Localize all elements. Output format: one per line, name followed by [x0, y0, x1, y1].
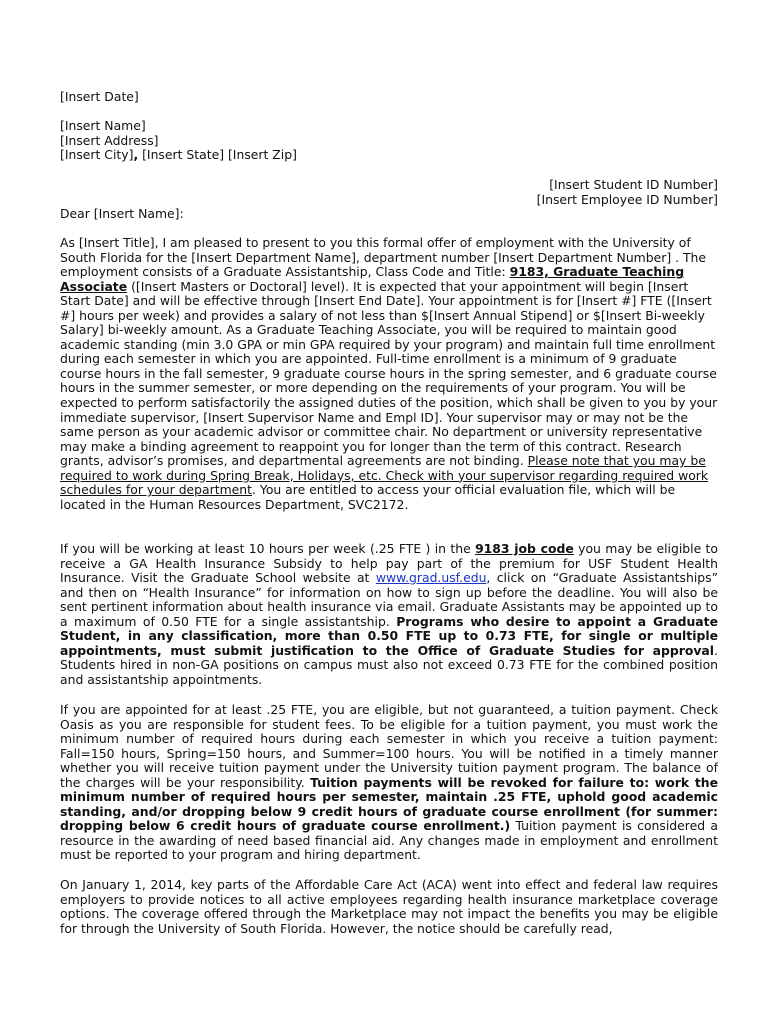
- aca-paragraph: [60, 878, 718, 936]
- grad-school-link[interactable]: www.grad.usf.edu: [375, 570, 487, 586]
- tuition-revocation-rules: Tuition payments will be revoked for failure to: work the minimum number of required hours per semester, maintain .25 FTE, uphold good academic standing, and/or dropping below 9 credit hours of graduate course enrollment (for summer: dropping below 6 credit hours of graduate course enrollment.): [60, 774, 718, 834]
- salutation: Dear [Insert Name]:: [60, 206, 184, 221]
- health-text-3: , click on “Graduate Assistantships” and then on “Health Insurance” for information on how to sign up before the deadline. You will also be sent pertinent information about health insurance via email. Graduate Assistants may be appointed up to a maximum of 0.50 FTE for a single assistantship.: [60, 570, 718, 629]
- offer-text-3: . You are entitled to access your official evaluation file, which will be located in the Human Resources Department, SVC2172.: [60, 482, 676, 512]
- recipient-name: [Insert Name]: [60, 118, 146, 133]
- letter-date: [Insert Date]: [60, 89, 139, 104]
- health-text-1: If you will be working at least 10 hours per week (.25 FTE ) in the: [60, 541, 476, 556]
- fte-justification-requirement: Programs who desire to appoint a Graduate Student, in any classification, more than 0.50 FTE up to 0.73 FTE, for single or multiple appointments, must submit justification to the Office of Graduate Studies for approval: [60, 613, 718, 658]
- tuition-text-2: Tuition payment is considered a resource in the awarding of need based financial aid. Any changes made in employment and enrollment must be reported to your program and hiring department.: [60, 818, 718, 863]
- recipient-state-zip: [Insert State] [Insert Zip]: [138, 147, 297, 163]
- aca-text: On January 1, 2014, key parts of the Affordable Care Act (ACA) went into effect and federal law requires employers to provide notices to all active employees regarding health insurance marketplace coverage options. The coverage offered through the Marketplace may not impact the benefits you may be eligible for through the University of South Florida. However, the notice should be carefully read,: [60, 877, 718, 936]
- city-comma: ,: [133, 147, 139, 163]
- offer-paragraph: [60, 236, 718, 512]
- offer-text-1: As [Insert Title], I am pleased to present to you this formal offer of employment with the University of South Florida for the [Insert Department Name], department number [Insert Department Number] . The employment consists of a Graduate Assistantship, Class Code and Title:: [60, 235, 707, 280]
- job-code: 9183 job code: [475, 541, 574, 556]
- tuition-paragraph: [60, 703, 718, 863]
- class-code-title: 9183, Graduate Teaching Associate: [60, 264, 685, 294]
- id-numbers-block: [60, 178, 718, 207]
- employee-id-number: [Insert Employee ID Number]: [536, 191, 718, 207]
- health-text-2: you may be eligible to receive a GA Health Insurance Subsidy to help pay part of the premium for USF Student Health Insurance. Visit the Graduate School website at: [60, 541, 718, 586]
- recipient-city-state-zip: [60, 148, 718, 163]
- recipient-city: [Insert City]: [60, 147, 134, 163]
- student-id-number: [Insert Student ID Number]: [549, 177, 718, 192]
- recipient-address: [Insert Address]: [60, 132, 159, 148]
- health-text-4: . Students hired in non-GA positions on campus must also not exceed 0.73 FTE for the combined position and assistantship appointments.: [60, 642, 718, 687]
- tuition-text-1: If you are appointed for at least .25 FTE, you are eligible, but not guaranteed, a tuition payment. Check Oasis as you are responsible for student fees. To be eligible for a tuition payment, you must work the minimum number of required hours during each semester in which you receive a tuition payment: Fall=150 hours, Spring=150 hours, and Summer=100 hours. You will be notified in a timely manner whether you will receive tuition payment under the University tuition payment program. The balance of the charges will be your responsibility.: [60, 702, 718, 790]
- health-insurance-paragraph: [60, 542, 718, 687]
- offer-text-2: ([Insert Masters or Doctoral] level). It is expected that your appointment will begin [Insert Start Date] and will be effective through [Insert End Date]. Your appointment is for [Insert #] FTE ([Insert #] hours per week) and provides a salary of not less than $[Insert Annual Stipend] or $[Insert Bi-weekly Salary] bi-weekly amount. As a Graduate Teaching Associate, you will be required to maintain good academic standing (min 3.0 GPA or min GPA required by your program) and maintain full time enrollment during each semester in which you are appointed. Full-time enrollment is a minimum of 9 graduate course hours in the fall semester, 9 graduate course hours in the spring semester, and 6 graduate course hours in the summer semester, or more depending on the requirements of your program. You will be expected to perform satisfactorily the assigned duties of the position, which shall be given to you by your immediate supervisor, [Insert Supervisor Name and Empl ID]. Your supervisor may or may not be the same person as your academic advisor or committee chair. No department or university representative may make a binding agreement to reappoint you for longer than the term of this contract. Research grants, advisor’s promises, and departmental agreements are not binding.: [60, 278, 718, 469]
- recipient-address-block: [60, 119, 718, 163]
- spring-break-note: Please note that you may be required to work during Spring Break, Holidays, etc. Check with your supervisor regarding required work schedules for your department: [60, 453, 709, 498]
